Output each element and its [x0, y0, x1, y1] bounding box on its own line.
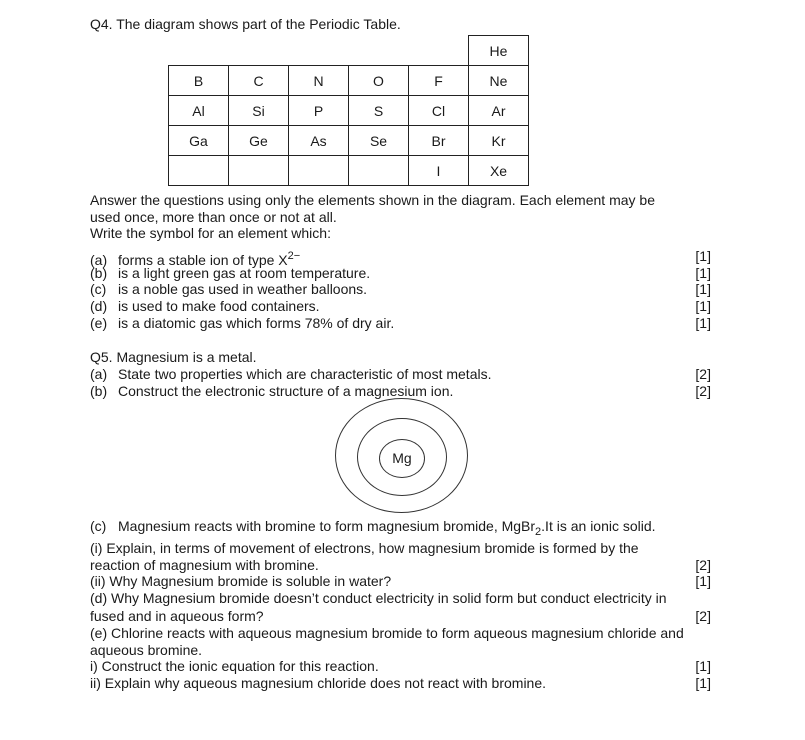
pt-cell	[169, 36, 229, 66]
q4-item-c	[90, 281, 367, 297]
item-text: forms a stable ion of type X	[118, 252, 288, 268]
mark: [1]	[695, 265, 711, 281]
item-text: is a light green gas at room temperature.	[118, 265, 371, 281]
pt-cell	[169, 156, 229, 186]
item-label: (a)	[90, 366, 108, 382]
mark: [1]	[695, 248, 711, 264]
q4-instruction: used once, more than once or not at all.	[90, 209, 337, 225]
q5-ci-text: (i) Explain, in terms of movement of electrons, how magnesium bromide is formed by the	[90, 540, 639, 556]
q5-intro: Q5. Magnesium is a metal.	[90, 349, 257, 365]
q5-d-text: (d) Why Magnesium bromide doesn’t conduct electricity in solid form but conduct electricity in	[90, 590, 667, 606]
pt-cell: Ne	[469, 66, 529, 96]
pt-cell: Br	[409, 126, 469, 156]
pt-cell	[229, 36, 289, 66]
mark: [2]	[695, 608, 711, 624]
item-text: Magnesium reacts with bromine to form magnesium bromide, MgBr	[118, 518, 536, 534]
item-superscript: 2−	[287, 250, 301, 262]
pt-cell: F	[409, 66, 469, 96]
pt-cell: He	[469, 36, 529, 66]
q4-item-b	[90, 265, 370, 281]
pt-cell	[289, 36, 349, 66]
periodic-table	[168, 35, 529, 186]
q5-d-text: fused and in aqueous form?	[90, 608, 264, 624]
q5-cii-text: (ii) Why Magnesium bromide is soluble in water?	[90, 573, 392, 589]
mark: [1]	[695, 573, 711, 589]
q5-e-text: (e) Chlorine reacts with aqueous magnesium bromide to form aqueous magnesium chloride and	[90, 625, 684, 641]
pt-cell: I	[409, 156, 469, 186]
item-text: Construct the electronic structure of a magnesium ion.	[118, 383, 454, 399]
q4-item-d	[90, 298, 320, 314]
item-text: is used to make food containers.	[118, 298, 320, 314]
q4-item-e	[90, 315, 394, 331]
q5-item-b	[90, 383, 453, 399]
item-label: (c)	[90, 518, 107, 534]
q5-ei-text: i) Construct the ionic equation for this reaction.	[90, 658, 379, 674]
pt-cell: C	[229, 66, 289, 96]
nucleus-label: Mg	[392, 450, 412, 466]
pt-cell	[349, 156, 409, 186]
q5-e-text: aqueous bromine.	[90, 642, 203, 658]
mark: [1]	[695, 281, 711, 297]
item-label: (d)	[90, 298, 108, 314]
item-label: (b)	[90, 265, 108, 281]
mark: [2]	[695, 366, 711, 382]
item-text: is a diatomic gas which forms 78% of dry air.	[118, 315, 395, 331]
q4-intro: Q4. The diagram shows part of the Periodic Table.	[90, 16, 401, 32]
q5-item-a	[90, 366, 491, 382]
pt-cell: O	[349, 66, 409, 96]
pt-cell	[349, 36, 409, 66]
mark: [1]	[695, 298, 711, 314]
pt-cell: Ar	[469, 96, 529, 126]
pt-cell: Al	[169, 96, 229, 126]
pt-cell: Cl	[409, 96, 469, 126]
q5-eii-text: ii) Explain why aqueous magnesium chloride does not react with bromine.	[90, 675, 547, 691]
item-subscript: 2	[535, 526, 542, 538]
item-label: (b)	[90, 383, 108, 399]
pt-cell	[409, 36, 469, 66]
q5-item-c	[90, 518, 656, 540]
q4-instruction: Answer the questions using only the elements shown in the diagram. Each element may be	[90, 192, 655, 208]
q4-instruction: Write the symbol for an element which:	[90, 225, 331, 241]
q5-ci-text: reaction of magnesium with bromine.	[90, 557, 319, 573]
pt-cell: Kr	[469, 126, 529, 156]
mark: [1]	[695, 315, 711, 331]
pt-cell	[229, 156, 289, 186]
pt-cell: As	[289, 126, 349, 156]
pt-cell: P	[289, 96, 349, 126]
item-text: .It is an ionic solid.	[541, 518, 656, 534]
item-label: (c)	[90, 281, 107, 297]
mark: [2]	[695, 383, 711, 399]
pt-cell: Se	[349, 126, 409, 156]
pt-cell: S	[349, 96, 409, 126]
item-label: (a)	[90, 252, 108, 268]
mark: [1]	[695, 675, 711, 691]
item-text: is a noble gas used in weather balloons.	[118, 281, 368, 297]
mark: [1]	[695, 658, 711, 674]
pt-cell: Xe	[469, 156, 529, 186]
mark: [2]	[695, 557, 711, 573]
pt-cell: Ge	[229, 126, 289, 156]
pt-cell: B	[169, 66, 229, 96]
pt-cell: Ga	[169, 126, 229, 156]
pt-cell: Si	[229, 96, 289, 126]
pt-cell	[289, 156, 349, 186]
item-text: State two properties which are characteristic of most metals.	[118, 366, 492, 382]
pt-cell: N	[289, 66, 349, 96]
item-label: (e)	[90, 315, 108, 331]
